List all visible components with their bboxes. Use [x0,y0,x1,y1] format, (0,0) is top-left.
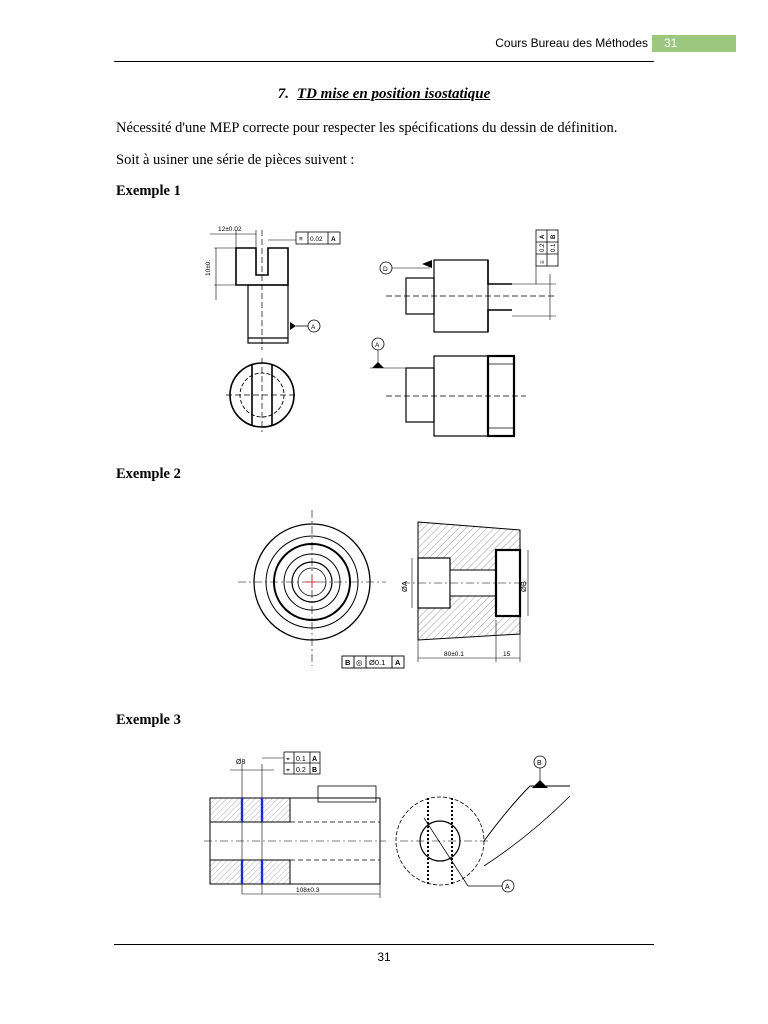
section-number: 7. [277,86,289,102]
section-title [0,86,768,103]
ex1-dim-width: 12±0.02 [218,226,242,233]
example-1-drawing [196,220,576,448]
ex3-tol1-symbol: ⌖ [286,756,290,763]
ex3-tol2-symbol: ⌖ [286,767,290,774]
ex2-tol-ref-left: B [345,658,351,667]
example-3-title: Exemple 3 [116,712,181,728]
ex1-tol2-ref-b: B [551,234,557,239]
header-page-badge: 31 [652,35,736,52]
section-title-text: TD mise en position isostatique [296,86,491,102]
ex2-tol-value: Ø0.1 [369,658,386,667]
ex1-tol2-symbol: ≡ [540,260,546,264]
ex3-datum-b: B [537,760,542,767]
ex3-dim-length: 108±0.3 [296,887,320,894]
example-1-title: Exemple 1 [116,183,181,199]
ex2-tol-ref-right: A [395,658,401,667]
ex1-dim-height: 10±0. [205,259,212,276]
ex2-dim-depth: 15 [503,651,511,658]
paragraph-2: Soit à usiner une série de pièces suivent : [116,152,355,168]
footer-page-number: 31 [377,950,391,964]
example-2-title: Exemple 2 [116,466,181,482]
paragraph-1: Nécessité d'une MEP correcte pour respecter les spécifications du dessin de définition. [116,120,618,136]
ex3-tol1-ref: A [312,756,318,763]
page-header [0,0,768,64]
header-rule [114,61,654,62]
example-3-drawing [200,746,576,904]
ex1-tol-ref: A [331,236,336,243]
ex3-tol2-ref: B [312,767,318,774]
ex1-tol2-ref-a: A [540,234,546,239]
ex2-dim-phi-a: ØA [400,581,409,592]
ex3-tol2-value: 0.2 [296,767,306,774]
ex1-tol-symbol: ≡ [299,236,303,243]
ex2-dim-length: 80±0.1 [444,651,464,658]
ex1-datum-a-side: A [375,342,380,349]
ex1-tol-value: 0.02 [310,236,323,243]
example-2-drawing [232,500,532,672]
ex1-tol2-value-b: 0.1 [551,243,557,252]
header-title: Cours Bureau des Méthodes [495,36,648,50]
ex2-tol-symbol: ◎ [356,658,363,667]
ex1-datum-d: D [383,266,388,273]
ex3-datum-a: A [505,884,510,891]
ex1-datum-a: A [311,324,316,331]
ex1-tol2-value-a: 0.2 [540,243,546,252]
ex2-dim-phi-b: ØB [519,581,528,592]
footer-rule [114,944,654,945]
ex3-tol1-value: 0.1 [296,756,306,763]
ex3-dim-phi: Ø8 [236,759,246,766]
